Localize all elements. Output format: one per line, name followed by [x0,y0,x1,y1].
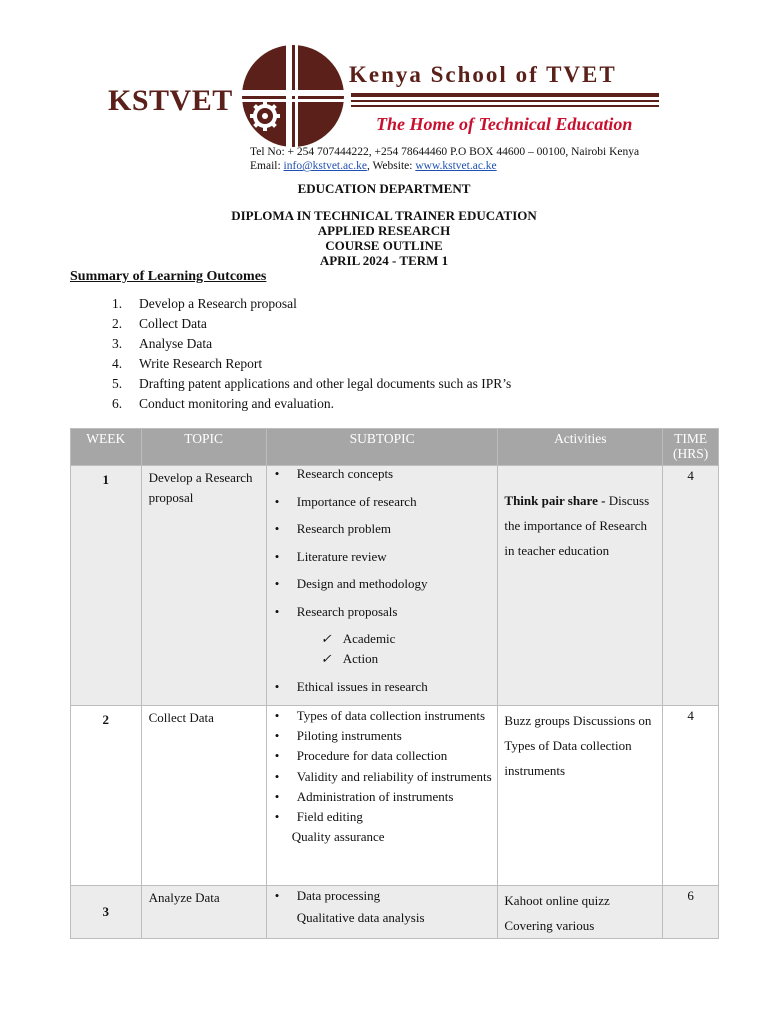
column-header-time: TIME (HRS) [663,429,719,466]
activities-cell: Buzz groups Discussions on Types of Data collection instruments [498,706,663,886]
learning-outcomes-list [112,295,511,415]
course-outline-table [70,428,719,939]
list-item-text: Collect Data [139,316,207,331]
subtopic-item: • Field editing [275,807,498,827]
activities-cell: Think pair share - Discuss the importance of Research in teacher education [498,466,663,706]
topic-cell: Collect Data [141,706,266,886]
list-item-number: 6. [112,396,123,411]
column-header-week: WEEK [71,429,142,466]
checklist-item: ✓ Action [321,649,498,669]
header-stripe [351,93,659,97]
list-item-text: Drafting patent applications and other legal documents such as IPR’s [139,376,512,391]
subtopic-item: • Procedure for data collection [275,746,498,766]
topic-cell: Develop a Research proposal [141,466,266,706]
subtopic-list [267,460,498,625]
subtopic-cell [266,706,498,886]
subtopic-cell [266,466,498,706]
website-link[interactable]: www.kstvet.ac.ke [415,160,497,172]
list-item [112,335,511,355]
contact-phone-address: Tel No: + 254 707444222, +254 78644460 P.O BOX 44600 – 00100, Nairobi Kenya [250,146,640,158]
kstvet-emblem-icon [238,44,348,148]
activity-description: Discuss the importance of Research in teacher education [504,493,650,558]
kstvet-logo-wordmark: KSTVET [108,84,233,117]
list-item-text: Conduct monitoring and evaluation. [139,396,334,411]
list-item-number: 1. [112,296,123,311]
summary-title: Summary of Learning Outcomes [70,269,267,284]
column-header-subtopic: SUBTOPIC [266,429,498,466]
week-cell: 1 [71,466,142,706]
subtopic-item: • Types of data collection instruments [275,706,498,726]
checklist-item: ✓ Academic [321,629,498,649]
school-name: Kenya School of TVET [349,62,617,87]
topic-cell: Analyze Data [141,886,266,939]
time-cell: 4 [663,466,719,706]
list-item-number: 5. [112,376,123,391]
subtopic-cell [266,886,498,939]
week-cell: 3 [71,886,142,939]
subtopic-trailing-line: Quality assurance [291,829,385,845]
list-item-number: 4. [112,356,123,371]
subtopic-list [267,706,498,827]
week-cell: 2 [71,706,142,886]
course-heading: APPLIED RESEARCH [317,223,451,238]
subtopic-list [267,677,498,697]
subtopic-item: • Research problem [275,515,498,543]
website-label: , Website: [366,160,416,172]
contact-block [250,145,639,173]
subtopic-item: • Research concepts [275,460,498,488]
subtopic-list [267,886,498,906]
term-heading: APRIL 2024 - TERM 1 [319,253,449,268]
subtopic-item: • Piloting instruments [275,726,498,746]
email-link[interactable]: info@kstvet.ac.ke [283,160,367,172]
time-cell: 6 [663,886,719,939]
email-label: Email: [250,160,284,172]
subtopic-checklist [267,629,498,669]
list-item [112,295,511,315]
program-heading: DIPLOMA IN TECHNICAL TRAINER EDUCATION [231,208,537,223]
column-header-activities: Activities [498,429,663,466]
list-item [112,315,511,335]
subtopic-item: • Literature review [275,543,498,571]
doc-type-heading: COURSE OUTLINE [325,238,443,253]
department-heading: EDUCATION DEPARTMENT [297,181,471,196]
column-header-topic: TOPIC [141,429,266,466]
header-stripe [351,100,659,102]
subtopic-item: • Research proposals [275,598,498,626]
list-item [112,355,511,375]
activity-method: Think pair share [504,493,598,508]
subtopic-item: • Administration of instruments [275,787,498,807]
subtopic-item: • Design and methodology [275,570,498,598]
subtopic-item: • Ethical issues in research [275,677,498,697]
list-item-number: 2. [112,316,123,331]
table-row [71,706,719,886]
school-tagline: The Home of Technical Education [376,114,633,134]
subtopic-item: • Data processing [275,886,498,906]
table-row [71,886,719,939]
subtopic-item: • Validity and reliability of instruments [275,767,498,787]
list-item-text: Analyse Data [139,336,213,351]
list-item-text: Develop a Research proposal [139,296,297,311]
list-item [112,395,511,415]
subtopic-item: • Importance of research [275,488,498,516]
list-item-text: Write Research Report [139,356,263,371]
contact-email-website [250,159,639,173]
letterhead [0,0,768,172]
activities-cell: Kahoot online quizz Covering various [498,886,663,939]
table-row [71,466,719,706]
time-cell: 4 [663,706,719,886]
list-item [112,375,511,395]
header-stripe [351,105,659,107]
list-item-number: 3. [112,336,123,351]
subtopic-trailing-line: Qualitative data analysis [296,910,425,925]
